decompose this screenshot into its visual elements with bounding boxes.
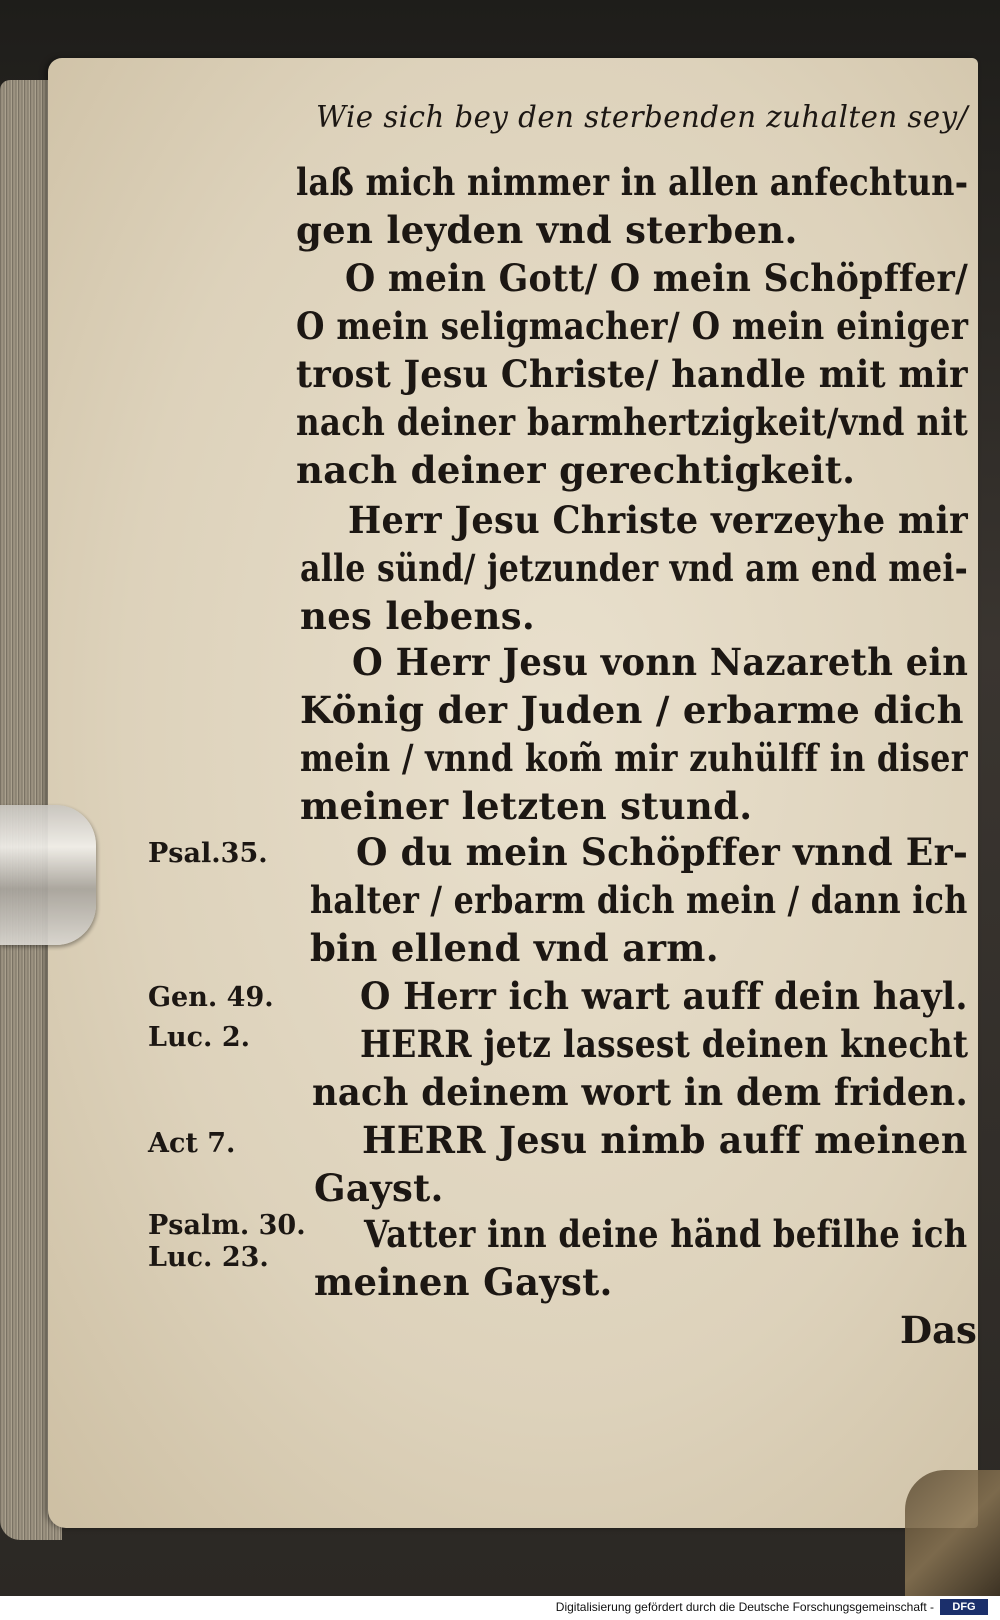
dfg-logo-icon: DFG — [940, 1599, 988, 1615]
text-line: nes lebens. — [300, 594, 536, 638]
text-line: O du mein Schöpffer vnnd Er- — [356, 830, 969, 874]
text-line: O Herr Jesu vonn Nazareth ein — [352, 640, 969, 684]
margin-note: Act 7. — [148, 1128, 236, 1159]
footer-credit: Digitalisierung gefördert durch die Deutsche Forschungsgemeinschaft - — [555, 1600, 934, 1614]
text-line: laß mich nimmer in allen anfechtun- — [296, 160, 969, 204]
margin-note: Luc. 2. — [148, 1022, 251, 1053]
margin-note: Gen. 49. — [148, 982, 274, 1013]
text-line: Herr Jesu Christe verzeyhe mir — [348, 498, 968, 542]
margin-note: Psalm. 30. — [148, 1210, 306, 1241]
text-line: Gayst. — [314, 1166, 444, 1210]
margin-note: Luc. 23. — [148, 1242, 269, 1273]
text-line: meiner letzten stund. — [300, 784, 753, 828]
text-line: trost Jesu Christe/ handle mit mir — [296, 352, 968, 396]
text-line: O mein Gott/ O mein Schöpffer/ — [345, 256, 969, 300]
margin-note: Psal.35. — [148, 838, 268, 869]
text-line: halter / erbarm dich mein / dann ich — [310, 878, 968, 922]
text-line: O Herr ich wart auff dein hayl. — [360, 974, 968, 1018]
footer-bar — [0, 1596, 1000, 1620]
ribbon-bookmark — [905, 1470, 1000, 1600]
text-line: König der Juden / erbarme dich — [300, 688, 964, 732]
text-line: O mein seligmacher/ O mein einiger — [296, 304, 969, 348]
text-line: HERR jetz lassest deinen knecht — [360, 1022, 969, 1066]
text-line: meinen Gayst. — [314, 1260, 613, 1304]
text-line: nach deiner gerechtigkeit. — [296, 448, 856, 492]
text-line: HERR Jesu nimb auff meinen — [362, 1118, 968, 1162]
text-line: nach deinem wort in dem friden. — [312, 1070, 969, 1114]
text-line: nach deiner barmhertzigkeit/vnd nit — [296, 400, 969, 444]
text-line: mein / vnnd kom̃ mir zuhülff in diser — [300, 736, 968, 780]
catchword: Das — [900, 1308, 977, 1352]
running-head: Wie sich bey den sterbenden zuhalten sey/ — [316, 100, 968, 135]
text-line: Vatter inn deine händ befilhe ich — [364, 1212, 968, 1256]
text-line: gen leyden vnd sterben. — [296, 208, 798, 252]
text-line: alle sünd/ jetzunder vnd am end mei- — [300, 546, 968, 590]
page-clip — [0, 805, 96, 945]
text-line: bin ellend vnd arm. — [310, 926, 719, 970]
